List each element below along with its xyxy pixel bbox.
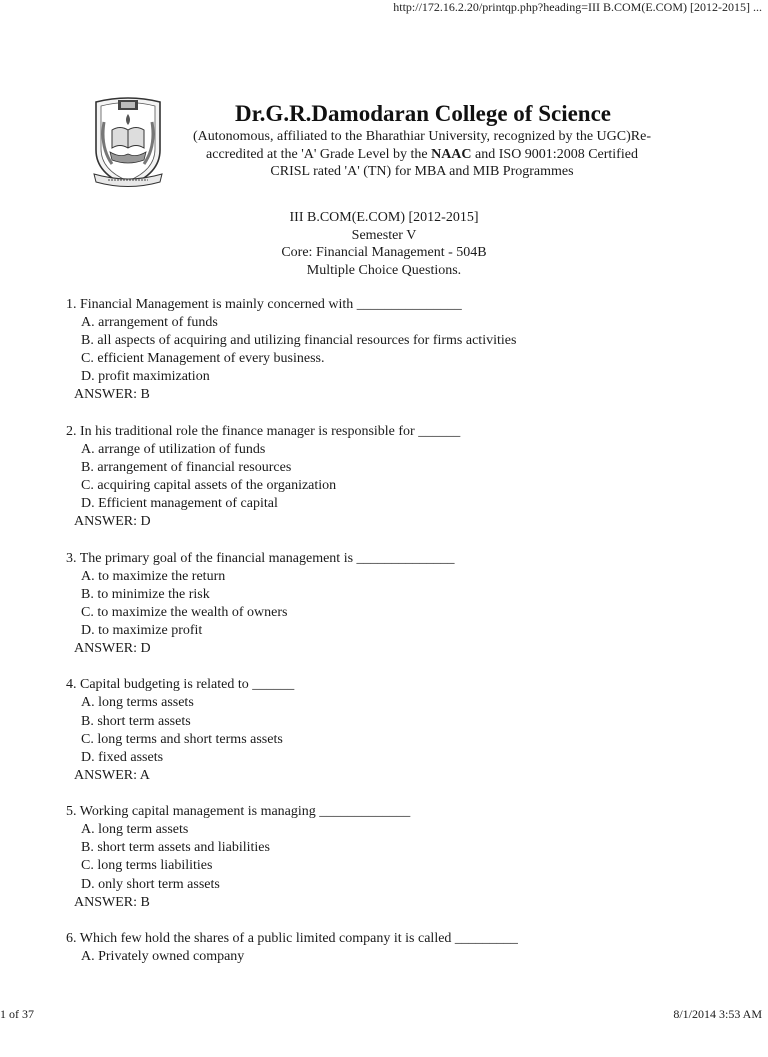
question-text: 1. Financial Management is mainly concerned with _______________: [66, 297, 462, 312]
accreditation-line-2: [172, 146, 672, 164]
option-a: A. to maximize the return: [81, 568, 226, 584]
course-semester: Semester V: [351, 227, 417, 243]
option-a: A. arrange of utilization of funds: [81, 441, 266, 457]
answer: ANSWER: D: [74, 641, 151, 657]
option-d: D. to maximize profit: [81, 622, 203, 638]
accreditation-line-2-post: and ISO 9001:2008 Certified: [471, 146, 638, 162]
question-item: [66, 296, 716, 423]
course-type: Multiple Choice Questions.: [306, 262, 462, 278]
question-text: 4. Capital budgeting is related to ______: [66, 677, 295, 693]
answer: ANSWER: B: [74, 894, 150, 910]
option-d: D. Efficient management of capital: [81, 496, 278, 512]
course-subject: Core: Financial Management - 504B: [281, 245, 487, 260]
accreditation-line-1: (Autonomous, affiliated to the Bharathiar University, recognized by the UGC)Re-: [193, 129, 651, 144]
question-item: [66, 930, 716, 1057]
option-c: C. to maximize the wealth of owners: [81, 604, 288, 620]
question-item: [66, 803, 716, 930]
option-d: D. profit maximization: [81, 369, 210, 385]
question-text: 5. Working capital management is managing _____________: [66, 804, 411, 820]
answer: ANSWER: A: [74, 767, 150, 783]
option-c: C. long terms and short terms assets: [81, 731, 283, 747]
question-item: [66, 550, 716, 677]
college-accreditation: [172, 128, 672, 181]
question-item: [66, 676, 716, 803]
option-d: D. only short term assets: [81, 876, 220, 892]
option-d: D. fixed assets: [81, 749, 164, 765]
question-item: [66, 423, 716, 550]
print-datetime: 8/1/2014 3:53 AM: [673, 1007, 762, 1021]
college-logo: [90, 92, 166, 192]
naac-label: NAAC: [431, 146, 472, 162]
course-program: III B.COM(E.COM) [2012-2015]: [289, 210, 479, 225]
answer: ANSWER: D: [74, 514, 151, 530]
question-list: [66, 296, 716, 1057]
answer: ANSWER: B: [74, 387, 150, 403]
college-name: Dr.G.R.Damodaran College of Science: [234, 101, 612, 126]
option-a: A. arrangement of funds: [81, 315, 218, 331]
accreditation-line-2-pre: accredited at the 'A' Grade Level by the: [206, 146, 432, 162]
question-text: 3. The primary goal of the financial management is ______________: [66, 550, 455, 566]
option-b: B. short term assets: [81, 713, 191, 729]
question-text: 2. In his traditional role the finance manager is responsible for ______: [66, 423, 461, 439]
option-c: C. acquiring capital assets of the organization: [81, 478, 337, 494]
option-a: A. long term assets: [81, 822, 189, 838]
option-b: B. short term assets and liabilities: [81, 840, 270, 856]
option-b: B. arrangement of financial resources: [81, 459, 292, 475]
option-c: C. efficient Management of every business.: [81, 351, 325, 367]
option-a: A. Privately owned company: [81, 949, 245, 965]
option-a: A. long terms assets: [81, 695, 194, 711]
option-c: C. long terms liabilities: [81, 858, 213, 874]
print-url: http://172.16.2.20/printqp.php?heading=III B.COM(E.COM) [2012-2015] ...: [393, 0, 762, 14]
option-b: B. all aspects of acquiring and utilizing financial resources for firms activities: [81, 333, 517, 349]
course-info: [200, 209, 568, 279]
accreditation-line-3: CRISL rated 'A' (TN) for MBA and MIB Programmes: [270, 164, 574, 179]
page-number: 1 of 37: [0, 1007, 34, 1021]
option-b: B. to minimize the risk: [81, 586, 210, 602]
question-text: 6. Which few hold the shares of a public limited company it is called _________: [66, 930, 518, 946]
